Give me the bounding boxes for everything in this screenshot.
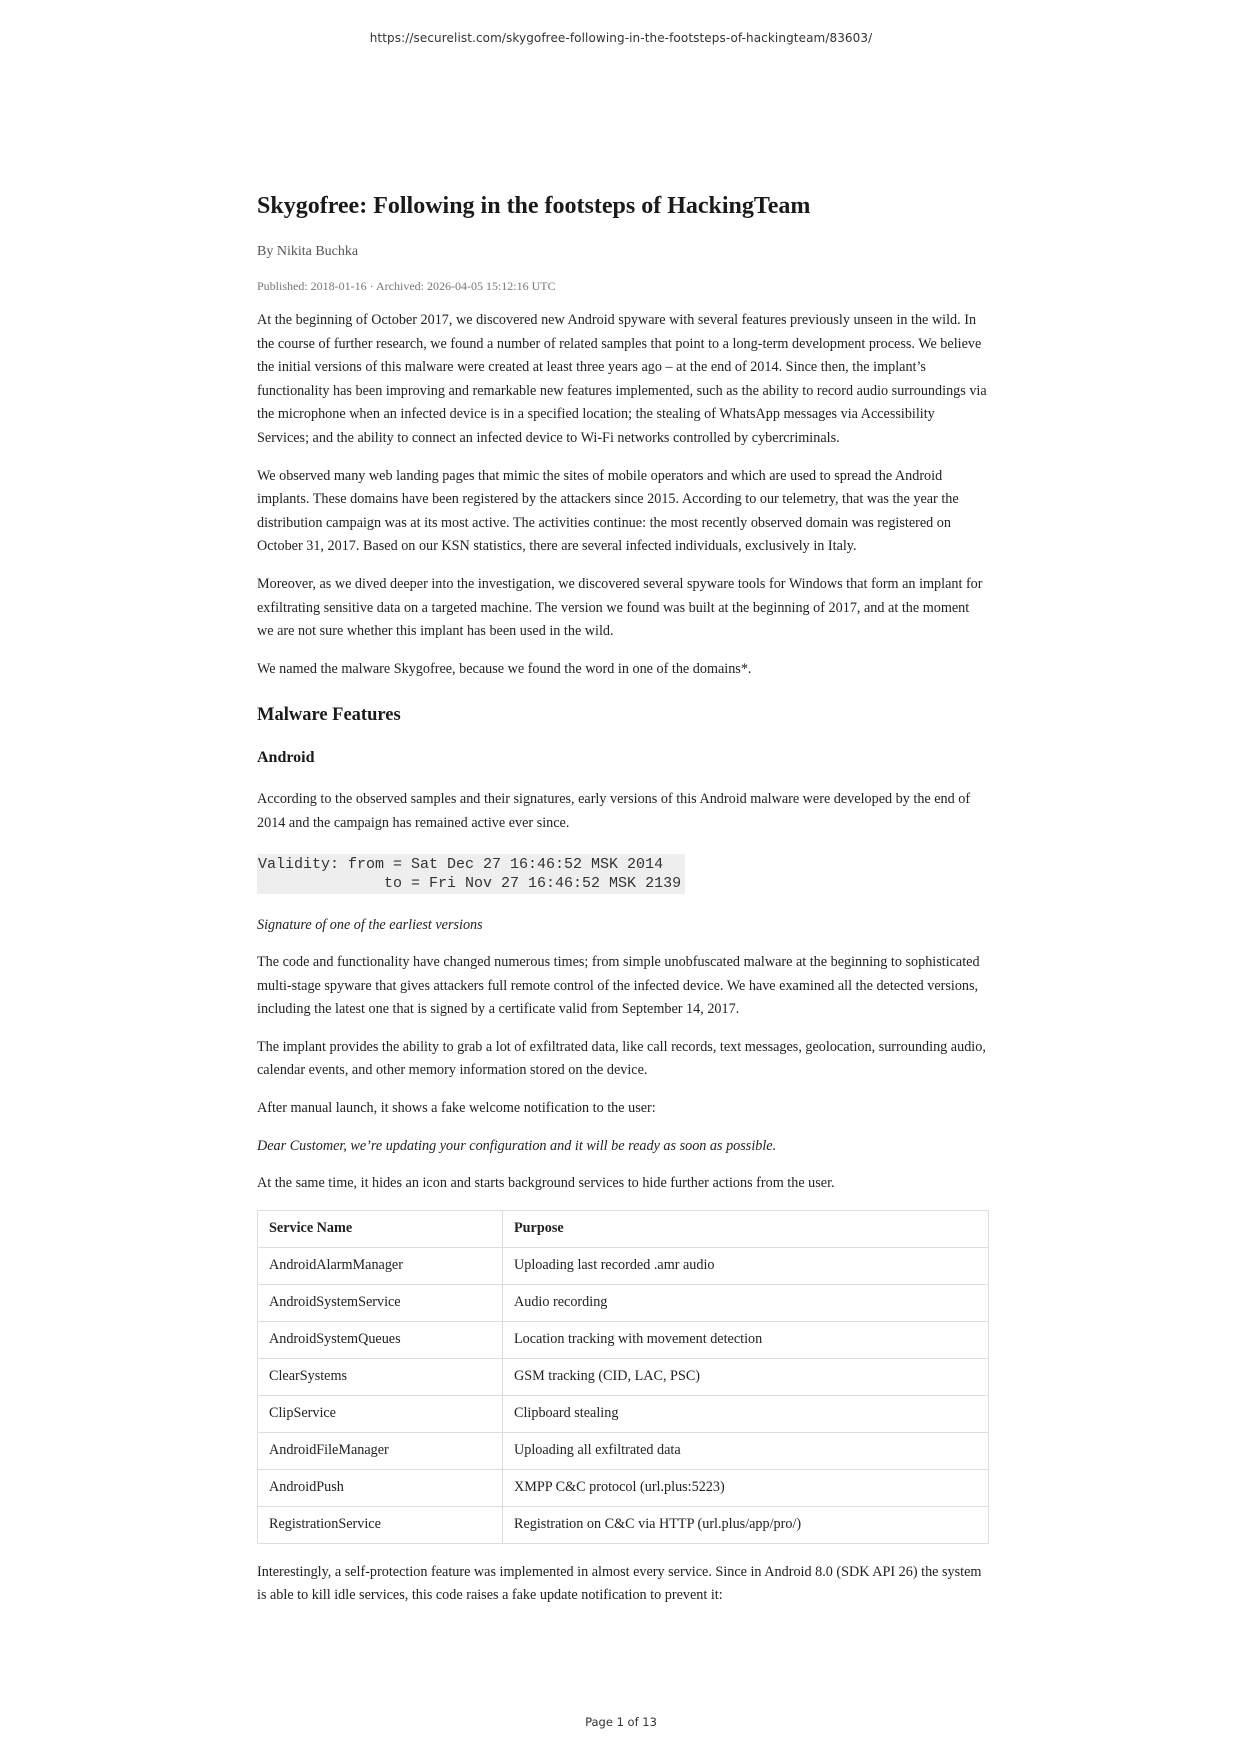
paragraph-intro-2: We observed many web landing pages that mimic the sites of mobile operators and which are used to spread the Android implants. These domains have been registered by the attackers since 2015. According to our telemetry, that was the year the distribution campaign was at its most active. The activities continue: the most recently observed domain was registered on October 31, 2017. Based on our KSN statistics, there are several infected individuals, exclusively in Italy. [257,467,959,555]
service-name-cell: AndroidFileManager [258,1432,503,1469]
signature-code-block: Validity: from = Sat Dec 27 16:46:52 MSK 2014 to = Fri Nov 27 16:46:52 MSK 2139 [257,854,685,894]
header-purpose: Purpose [503,1210,989,1247]
table-row [258,1506,989,1543]
services-table [257,1210,989,1544]
table-header-row [258,1210,989,1247]
paragraph-exfiltrated-data: The implant provides the ability to grab a lot of exfiltrated data, like call records, text messages, geolocation, surrounding audio, calendar events, and other memory information stored on the device. [257,1038,986,1079]
table-row [258,1469,989,1506]
service-name-cell: RegistrationService [258,1506,503,1543]
paragraph-intro-3: Moreover, as we dived deeper into the investigation, we discovered several spyware tools for Windows that form an implant for exfiltrating sensitive data on a targeted machine. The version we found was built at the beginning of 2017, and at the moment we are not sure whether this implant has been used in the wild. [257,575,983,640]
service-name-cell: AndroidAlarmManager [258,1247,503,1284]
purpose-cell: Location tracking with movement detection [503,1321,989,1358]
table-row [258,1395,989,1432]
service-name-cell: AndroidSystemService [258,1284,503,1321]
purpose-cell: Uploading last recorded .amr audio [503,1247,989,1284]
paragraph-intro-1: At the beginning of October 2017, we discovered new Android spyware with several features previously unseen in the wild. In the course of further research, we found a number of related samples that point to a long-term development process. We believe the initial versions of this malware were created at least three years ago – at the end of 2014. Since then, the implant’s functionality has been improving and remarkable new features implemented, such as the ability to record audio surroundings via the microphone when an infected device is in a specified location; the stealing of WhatsApp messages via Accessibility Services; and the ability to connect an infected device to Wi-Fi networks controlled by cybercriminals. [257,312,987,446]
fake-welcome-notification: Dear Customer, we’re updating your configuration and it will be ready as soon as possible. [257,1137,777,1154]
table-row [258,1247,989,1284]
article [257,190,989,1622]
purpose-cell: GSM tracking (CID, LAC, PSC) [503,1358,989,1395]
table-row [258,1432,989,1469]
paragraph-code-changes: The code and functionality have changed numerous times; from simple unobfuscated malware at the beginning to sophisticated multi-stage spyware that gives attackers full remote control of the infected device. We have examined all the detected versions, including the latest one that is signed by a certificate valid from September 14, 2017. [257,954,980,1018]
purpose-cell: Clipboard stealing [503,1395,989,1432]
purpose-cell: Registration on C&C via HTTP (url.plus/app/pro/) [503,1506,989,1543]
article-byline: By Nikita Buchka [257,244,359,259]
paragraph-hide-icon: At the same time, it hides an icon and starts background services to hide further actions from the user. [257,1175,835,1192]
section-heading-malware-features: Malware Features [257,705,401,726]
subsection-heading-android: Android [257,749,315,767]
table-row [258,1284,989,1321]
service-name-cell: AndroidSystemQueues [258,1321,503,1358]
paragraph-manual-launch: After manual launch, it shows a fake welcome notification to the user: [257,1100,656,1117]
table-row [258,1321,989,1358]
table-row [258,1358,989,1395]
service-name-cell: AndroidPush [258,1469,503,1506]
service-name-cell: ClearSystems [258,1358,503,1395]
page-number: Page 1 of 13 [585,1715,657,1729]
publish-info: Published: 2018-01-16 · Archived: 2026-04-05 15:12:16 UTC [257,279,556,293]
code-caption: Signature of one of the earliest versions [257,916,483,933]
header-service-name: Service Name [258,1210,503,1247]
paragraph-intro-4: We named the malware Skygofree, because we found the word in one of the domains*. [257,660,752,677]
service-name-cell: ClipService [258,1395,503,1432]
article-title: Skygofree: Following in the footsteps of HackingTeam [257,193,811,219]
purpose-cell: Audio recording [503,1284,989,1321]
purpose-cell: Uploading all exfiltrated data [503,1432,989,1469]
paragraph-android-intro: According to the observed samples and their signatures, early versions of this Android malware were developed by the end of 2014 and the campaign has remained active ever since. [257,791,971,831]
page-url-header: https://securelist.com/skygofree-following-in-the-footsteps-of-hackingteam/83603/ [369,31,873,45]
paragraph-self-protection: Interestingly, a self-protection feature was implemented in almost every service. Since in Android 8.0 (SDK API 26) the system is able to kill idle services, this code raises a fake update notification to prevent it: [257,1563,982,1604]
purpose-cell: XMPP C&C protocol (url.plus:5223) [503,1469,989,1506]
